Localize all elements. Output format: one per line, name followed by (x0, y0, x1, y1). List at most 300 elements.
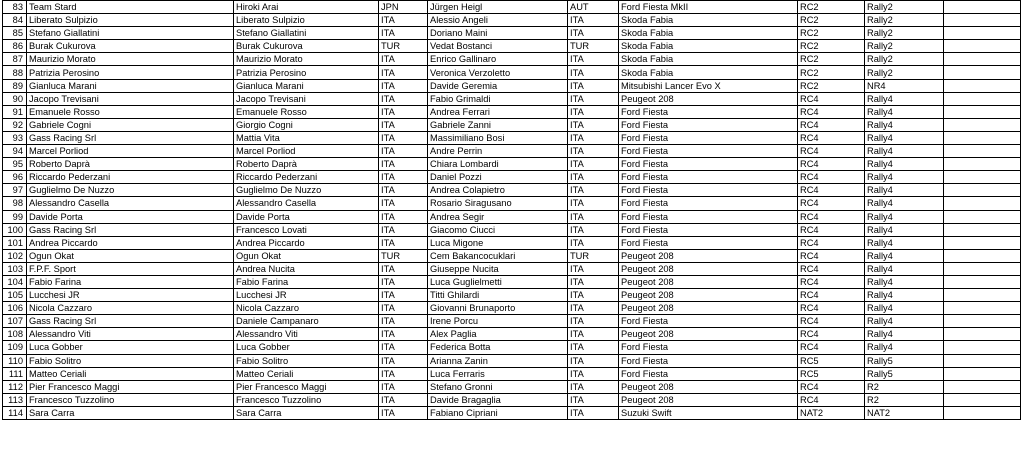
competitor-cell: Gabriele Cogni (27, 118, 234, 131)
group-cell: Rally2 (865, 27, 944, 40)
entry-number-cell: 104 (3, 275, 27, 288)
entry-number-cell: 87 (3, 53, 27, 66)
entry-number-cell: 99 (3, 210, 27, 223)
competitor-cell: Gianluca Marani (27, 79, 234, 92)
car-cell: Ford Fiesta (619, 145, 798, 158)
driver-nationality-cell: TUR (379, 249, 428, 262)
co-driver-cell: Rosario Siragusano (428, 197, 568, 210)
co-driver-nationality-cell: ITA (568, 328, 619, 341)
empty-cell (944, 210, 1021, 223)
driver-nationality-cell: ITA (379, 105, 428, 118)
class-cell: RC4 (798, 328, 865, 341)
class-cell: RC5 (798, 367, 865, 380)
competitor-cell: Lucchesi JR (27, 289, 234, 302)
group-cell: Rally4 (865, 145, 944, 158)
driver-cell: Sara Carra (234, 406, 379, 419)
competitor-cell: Marcel Porliod (27, 145, 234, 158)
group-cell: NR4 (865, 79, 944, 92)
empty-cell (944, 367, 1021, 380)
entry-number-cell: 92 (3, 118, 27, 131)
co-driver-nationality-cell: ITA (568, 14, 619, 27)
class-cell: RC4 (798, 105, 865, 118)
co-driver-cell: Daniel Pozzi (428, 171, 568, 184)
class-cell: RC2 (798, 79, 865, 92)
empty-cell (944, 118, 1021, 131)
car-cell: Skoda Fabia (619, 66, 798, 79)
co-driver-cell: Luca Ferraris (428, 367, 568, 380)
co-driver-cell: Jürgen Heigl (428, 1, 568, 14)
entry-number-cell: 94 (3, 145, 27, 158)
co-driver-nationality-cell: ITA (568, 393, 619, 406)
group-cell: Rally4 (865, 275, 944, 288)
competitor-cell: Roberto Daprà (27, 158, 234, 171)
empty-cell (944, 14, 1021, 27)
co-driver-nationality-cell: ITA (568, 145, 619, 158)
table-row (3, 406, 1021, 419)
driver-nationality-cell: ITA (379, 79, 428, 92)
table-body (3, 1, 1021, 420)
entry-number-cell: 103 (3, 262, 27, 275)
car-cell: Peugeot 208 (619, 328, 798, 341)
co-driver-cell: Andrea Colapietro (428, 184, 568, 197)
co-driver-cell: Enrico Gallinaro (428, 53, 568, 66)
table-row (3, 236, 1021, 249)
co-driver-nationality-cell: ITA (568, 289, 619, 302)
entry-number-cell: 95 (3, 158, 27, 171)
table-row (3, 53, 1021, 66)
driver-nationality-cell: ITA (379, 393, 428, 406)
table-row (3, 66, 1021, 79)
empty-cell (944, 40, 1021, 53)
empty-cell (944, 236, 1021, 249)
competitor-cell: Davide Porta (27, 210, 234, 223)
car-cell: Ford Fiesta (619, 341, 798, 354)
driver-nationality-cell: ITA (379, 275, 428, 288)
table-row (3, 210, 1021, 223)
car-cell: Ford Fiesta MkII (619, 1, 798, 14)
class-cell: RC4 (798, 236, 865, 249)
co-driver-cell: Alex Paglia (428, 328, 568, 341)
class-cell: RC4 (798, 92, 865, 105)
competitor-cell: Alessandro Casella (27, 197, 234, 210)
driver-cell: Fabio Solitro (234, 354, 379, 367)
car-cell: Ford Fiesta (619, 184, 798, 197)
driver-cell: Gianluca Marani (234, 79, 379, 92)
co-driver-nationality-cell: ITA (568, 341, 619, 354)
class-cell: RC4 (798, 249, 865, 262)
entry-number-cell: 112 (3, 380, 27, 393)
class-cell: RC4 (798, 393, 865, 406)
table-row (3, 118, 1021, 131)
co-driver-cell: Gabriele Zanni (428, 118, 568, 131)
co-driver-nationality-cell: ITA (568, 210, 619, 223)
class-cell: RC4 (798, 171, 865, 184)
competitor-cell: Matteo Ceriali (27, 367, 234, 380)
empty-cell (944, 393, 1021, 406)
driver-nationality-cell: ITA (379, 184, 428, 197)
group-cell: Rally4 (865, 197, 944, 210)
entry-number-cell: 85 (3, 27, 27, 40)
car-cell: Ford Fiesta (619, 210, 798, 223)
table-row (3, 171, 1021, 184)
class-cell: RC2 (798, 1, 865, 14)
entry-number-cell: 109 (3, 341, 27, 354)
competitor-cell: Riccardo Pederzani (27, 171, 234, 184)
group-cell: Rally4 (865, 262, 944, 275)
table-row (3, 184, 1021, 197)
competitor-cell: Gass Racing Srl (27, 315, 234, 328)
class-cell: RC2 (798, 27, 865, 40)
class-cell: RC4 (798, 131, 865, 144)
group-cell: Rally4 (865, 249, 944, 262)
empty-cell (944, 66, 1021, 79)
entry-number-cell: 84 (3, 14, 27, 27)
driver-cell: Luca Gobber (234, 341, 379, 354)
group-cell: Rally4 (865, 105, 944, 118)
car-cell: Peugeot 208 (619, 393, 798, 406)
empty-cell (944, 380, 1021, 393)
car-cell: Skoda Fabia (619, 40, 798, 53)
co-driver-nationality-cell: ITA (568, 262, 619, 275)
competitor-cell: Pier Francesco Maggi (27, 380, 234, 393)
co-driver-cell: Arianna Zanin (428, 354, 568, 367)
empty-cell (944, 262, 1021, 275)
entry-number-cell: 102 (3, 249, 27, 262)
driver-cell: Pier Francesco Maggi (234, 380, 379, 393)
co-driver-cell: Fabio Grimaldi (428, 92, 568, 105)
co-driver-nationality-cell: ITA (568, 236, 619, 249)
car-cell: Ford Fiesta (619, 118, 798, 131)
co-driver-cell: Titti Ghilardi (428, 289, 568, 302)
class-cell: RC4 (798, 380, 865, 393)
class-cell: RC4 (798, 302, 865, 315)
co-driver-nationality-cell: ITA (568, 354, 619, 367)
class-cell: NAT2 (798, 406, 865, 419)
driver-nationality-cell: ITA (379, 302, 428, 315)
empty-cell (944, 197, 1021, 210)
competitor-cell: Liberato Sulpizio (27, 14, 234, 27)
empty-cell (944, 315, 1021, 328)
co-driver-nationality-cell: ITA (568, 158, 619, 171)
empty-cell (944, 131, 1021, 144)
competitor-cell: Sara Carra (27, 406, 234, 419)
co-driver-nationality-cell: ITA (568, 171, 619, 184)
group-cell: Rally4 (865, 184, 944, 197)
car-cell: Ford Fiesta (619, 105, 798, 118)
table-row (3, 354, 1021, 367)
driver-nationality-cell: ITA (379, 171, 428, 184)
driver-nationality-cell: ITA (379, 262, 428, 275)
co-driver-nationality-cell: ITA (568, 27, 619, 40)
co-driver-cell: Vedat Bostanci (428, 40, 568, 53)
driver-nationality-cell: ITA (379, 289, 428, 302)
co-driver-cell: Giovanni Brunaporto (428, 302, 568, 315)
co-driver-cell: Luca Migone (428, 236, 568, 249)
co-driver-cell: Giacomo Ciucci (428, 223, 568, 236)
group-cell: Rally5 (865, 354, 944, 367)
entry-number-cell: 96 (3, 171, 27, 184)
co-driver-nationality-cell: ITA (568, 105, 619, 118)
entry-number-cell: 91 (3, 105, 27, 118)
co-driver-cell: Stefano Gronni (428, 380, 568, 393)
group-cell: Rally4 (865, 236, 944, 249)
group-cell: Rally4 (865, 315, 944, 328)
entry-number-cell: 105 (3, 289, 27, 302)
table-row (3, 275, 1021, 288)
competitor-cell: Alessandro Viti (27, 328, 234, 341)
car-cell: Peugeot 208 (619, 262, 798, 275)
competitor-cell: Gass Racing Srl (27, 223, 234, 236)
co-driver-cell: Luca Guglielmetti (428, 275, 568, 288)
table-row (3, 262, 1021, 275)
class-cell: RC2 (798, 53, 865, 66)
competitor-cell: Team Stard (27, 1, 234, 14)
driver-cell: Stefano Giallatini (234, 27, 379, 40)
driver-nationality-cell: ITA (379, 354, 428, 367)
entry-number-cell: 113 (3, 393, 27, 406)
class-cell: RC4 (798, 262, 865, 275)
empty-cell (944, 27, 1021, 40)
group-cell: Rally4 (865, 302, 944, 315)
table-row (3, 79, 1021, 92)
class-cell: RC4 (798, 210, 865, 223)
entry-number-cell: 100 (3, 223, 27, 236)
driver-nationality-cell: ITA (379, 66, 428, 79)
table-row (3, 40, 1021, 53)
group-cell: Rally4 (865, 118, 944, 131)
group-cell: Rally4 (865, 158, 944, 171)
table-row (3, 249, 1021, 262)
co-driver-cell: Alessio Angeli (428, 14, 568, 27)
table-row (3, 14, 1021, 27)
driver-cell: Davide Porta (234, 210, 379, 223)
entry-number-cell: 88 (3, 66, 27, 79)
driver-nationality-cell: ITA (379, 341, 428, 354)
driver-nationality-cell: TUR (379, 40, 428, 53)
group-cell: Rally4 (865, 210, 944, 223)
co-driver-nationality-cell: TUR (568, 40, 619, 53)
driver-cell: Nicola Cazzaro (234, 302, 379, 315)
driver-cell: Marcel Porliod (234, 145, 379, 158)
driver-nationality-cell: ITA (379, 328, 428, 341)
table-row (3, 197, 1021, 210)
driver-cell: Andrea Nucita (234, 262, 379, 275)
group-cell: Rally4 (865, 131, 944, 144)
driver-nationality-cell: ITA (379, 145, 428, 158)
competitor-cell: Guglielmo De Nuzzo (27, 184, 234, 197)
table-row (3, 393, 1021, 406)
empty-cell (944, 406, 1021, 419)
class-cell: RC4 (798, 118, 865, 131)
co-driver-nationality-cell: ITA (568, 53, 619, 66)
driver-nationality-cell: ITA (379, 236, 428, 249)
class-cell: RC2 (798, 14, 865, 27)
driver-nationality-cell: ITA (379, 210, 428, 223)
competitor-cell: Francesco Tuzzolino (27, 393, 234, 406)
car-cell: Ford Fiesta (619, 131, 798, 144)
empty-cell (944, 184, 1021, 197)
driver-cell: Roberto Daprà (234, 158, 379, 171)
entry-number-cell: 108 (3, 328, 27, 341)
driver-cell: Francesco Lovati (234, 223, 379, 236)
driver-cell: Matteo Ceriali (234, 367, 379, 380)
class-cell: RC5 (798, 354, 865, 367)
table-row (3, 92, 1021, 105)
group-cell: R2 (865, 393, 944, 406)
co-driver-cell: Irene Porcu (428, 315, 568, 328)
class-cell: RC2 (798, 66, 865, 79)
car-cell: Peugeot 208 (619, 380, 798, 393)
group-cell: NAT2 (865, 406, 944, 419)
co-driver-nationality-cell: ITA (568, 302, 619, 315)
group-cell: Rally2 (865, 66, 944, 79)
empty-cell (944, 1, 1021, 14)
group-cell: Rally2 (865, 1, 944, 14)
driver-cell: Fabio Farina (234, 275, 379, 288)
driver-nationality-cell: ITA (379, 118, 428, 131)
driver-cell: Francesco Tuzzolino (234, 393, 379, 406)
table-row (3, 367, 1021, 380)
class-cell: RC4 (798, 145, 865, 158)
driver-nationality-cell: ITA (379, 131, 428, 144)
class-cell: RC2 (798, 40, 865, 53)
co-driver-nationality-cell: ITA (568, 184, 619, 197)
empty-cell (944, 158, 1021, 171)
class-cell: RC4 (798, 341, 865, 354)
driver-nationality-cell: ITA (379, 92, 428, 105)
car-cell: Ford Fiesta (619, 197, 798, 210)
driver-cell: Alessandro Viti (234, 328, 379, 341)
driver-nationality-cell: ITA (379, 223, 428, 236)
driver-cell: Jacopo Trevisani (234, 92, 379, 105)
driver-cell: Liberato Sulpizio (234, 14, 379, 27)
competitor-cell: Luca Gobber (27, 341, 234, 354)
driver-cell: Lucchesi JR (234, 289, 379, 302)
driver-nationality-cell: ITA (379, 406, 428, 419)
empty-cell (944, 328, 1021, 341)
co-driver-cell: Davide Bragaglia (428, 393, 568, 406)
entry-number-cell: 107 (3, 315, 27, 328)
class-cell: RC4 (798, 158, 865, 171)
empty-cell (944, 249, 1021, 262)
car-cell: Ford Fiesta (619, 171, 798, 184)
table-row (3, 302, 1021, 315)
empty-cell (944, 354, 1021, 367)
co-driver-nationality-cell: ITA (568, 197, 619, 210)
group-cell: Rally4 (865, 328, 944, 341)
co-driver-cell: Fabiano Cipriani (428, 406, 568, 419)
competitor-cell: Jacopo Trevisani (27, 92, 234, 105)
class-cell: RC4 (798, 315, 865, 328)
car-cell: Ford Fiesta (619, 315, 798, 328)
car-cell: Peugeot 208 (619, 92, 798, 105)
empty-cell (944, 171, 1021, 184)
group-cell: Rally4 (865, 341, 944, 354)
entry-number-cell: 89 (3, 79, 27, 92)
driver-cell: Mattia Vita (234, 131, 379, 144)
co-driver-nationality-cell: ITA (568, 66, 619, 79)
co-driver-cell: Andre Perrin (428, 145, 568, 158)
competitor-cell: Andrea Piccardo (27, 236, 234, 249)
driver-cell: Giorgio Cogni (234, 118, 379, 131)
entry-number-cell: 93 (3, 131, 27, 144)
entry-number-cell: 83 (3, 1, 27, 14)
table-row (3, 1, 1021, 14)
empty-cell (944, 79, 1021, 92)
driver-cell: Hiroki Arai (234, 1, 379, 14)
class-cell: RC4 (798, 275, 865, 288)
driver-nationality-cell: ITA (379, 367, 428, 380)
driver-nationality-cell: ITA (379, 14, 428, 27)
entry-number-cell: 97 (3, 184, 27, 197)
driver-cell: Guglielmo De Nuzzo (234, 184, 379, 197)
driver-cell: Riccardo Pederzani (234, 171, 379, 184)
entry-number-cell: 106 (3, 302, 27, 315)
entry-number-cell: 101 (3, 236, 27, 249)
co-driver-cell: Andrea Segir (428, 210, 568, 223)
empty-cell (944, 92, 1021, 105)
entry-number-cell: 114 (3, 406, 27, 419)
car-cell: Skoda Fabia (619, 53, 798, 66)
driver-cell: Patrizia Perosino (234, 66, 379, 79)
entry-number-cell: 86 (3, 40, 27, 53)
table-row (3, 328, 1021, 341)
driver-cell: Daniele Campanaro (234, 315, 379, 328)
driver-nationality-cell: ITA (379, 27, 428, 40)
class-cell: RC4 (798, 289, 865, 302)
co-driver-cell: Federica Botta (428, 341, 568, 354)
class-cell: RC4 (798, 197, 865, 210)
driver-cell: Emanuele Rosso (234, 105, 379, 118)
driver-nationality-cell: ITA (379, 197, 428, 210)
entry-number-cell: 110 (3, 354, 27, 367)
table-row (3, 131, 1021, 144)
competitor-cell: Fabio Farina (27, 275, 234, 288)
driver-nationality-cell: ITA (379, 315, 428, 328)
co-driver-nationality-cell: AUT (568, 1, 619, 14)
competitor-cell: Nicola Cazzaro (27, 302, 234, 315)
co-driver-cell: Andrea Ferrari (428, 105, 568, 118)
empty-cell (944, 53, 1021, 66)
competitor-cell: Emanuele Rosso (27, 105, 234, 118)
entry-list-table (2, 0, 1021, 420)
car-cell: Ford Fiesta (619, 223, 798, 236)
group-cell: Rally2 (865, 53, 944, 66)
competitor-cell: Stefano Giallatini (27, 27, 234, 40)
co-driver-cell: Massimiliano Bosi (428, 131, 568, 144)
group-cell: Rally2 (865, 40, 944, 53)
car-cell: Suzuki Swift (619, 406, 798, 419)
co-driver-nationality-cell: ITA (568, 406, 619, 419)
car-cell: Skoda Fabia (619, 14, 798, 27)
driver-cell: Andrea Piccardo (234, 236, 379, 249)
group-cell: Rally4 (865, 92, 944, 105)
co-driver-cell: Doriano Maini (428, 27, 568, 40)
empty-cell (944, 105, 1021, 118)
table-row (3, 105, 1021, 118)
car-cell: Skoda Fabia (619, 27, 798, 40)
competitor-cell: Burak Cukurova (27, 40, 234, 53)
entry-number-cell: 90 (3, 92, 27, 105)
table-row (3, 223, 1021, 236)
entry-number-cell: 111 (3, 367, 27, 380)
co-driver-nationality-cell: ITA (568, 223, 619, 236)
co-driver-nationality-cell: ITA (568, 118, 619, 131)
table-row (3, 27, 1021, 40)
car-cell: Ford Fiesta (619, 236, 798, 249)
car-cell: Peugeot 208 (619, 289, 798, 302)
co-driver-nationality-cell: ITA (568, 131, 619, 144)
